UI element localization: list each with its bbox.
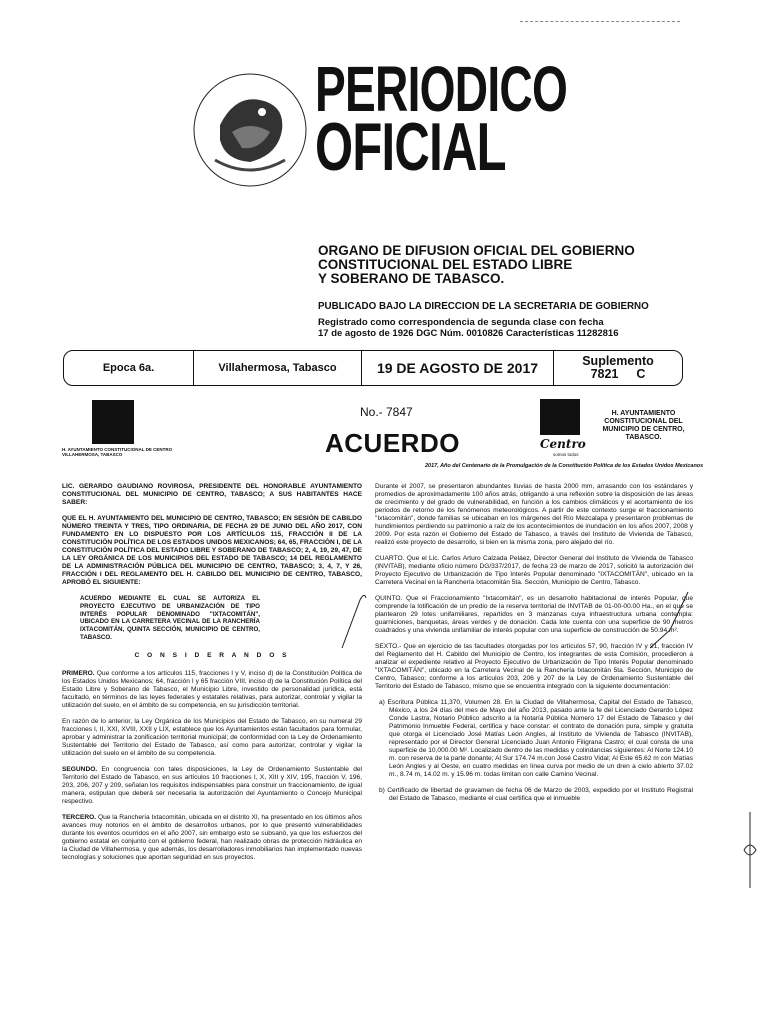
title-oficial: OFICIAL (315, 109, 506, 185)
item-b-paragraph: b) Certificado de libertad de gravamen de fecha 06 de Marzo de 2003, expedido por el Instituto Registral del Estado de Tabasco, mediante el cual certifica que el inmueble (379, 787, 693, 802)
segundo-label: SEGUNDO. (62, 765, 98, 773)
top-dashed-line (520, 21, 680, 22)
cuarto-paragraph: CUARTO. Que el Lic. Carlos Arturo Calzada Peláez, Director General del Instituto de Vivienda de Tabasco (INVITAB), mediante oficio número DG/337/2017, de fecha 23 de marzo de 2017, solicitó la autorización del Proyecto Ejecutivo de Urbanización de Tipo Interés Popular denominado "IXTACOMITÁN", ubicado en la Carretera Vecinal en la Ranchería Ixtacomitán 5ta. Sección, Municipio de Centro, Tabasco. (375, 555, 693, 586)
acuerdo-summary: ACUERDO MEDIANTE EL CUAL SE AUTORIZA EL PROYECTO EJECUTIVO DE URBANIZACIÓN DE TIPO INTERÉS POPULAR DENOMINADO "IXTACOMITÁN", UBICADO EN LA CARRETERA VECINAL DE LA RANCHERÍA IXTACOMITÁN, QUINTA SECCIÓN, MUNICIPIO DE CENTRO, TABASCO. (80, 595, 260, 641)
considerandos-heading: C O N S I D E R A N D O S (134, 651, 290, 659)
centro-logo-subtext: somos todos (553, 452, 579, 457)
centro-logo-text: Centro (540, 437, 586, 451)
suplemento-row (591, 368, 646, 381)
organo-line-3: Y SOBERANO DE TABASCO. (318, 271, 505, 286)
presidente-paragraph: LIC. GERARDO GAUDIANO ROVIROSA, PRESIDENTE DEL HONORABLE AYUNTAMIENTO CONSTITUCIONAL DEL MUNICIPIO DE CENTRO, TABASCO; A SUS HABITANTES HACE SABER: (62, 483, 362, 506)
tercero-text: Que la Ranchería Ixtacomitán, ubicada en el distrito XI, ha presentado en los últimos años avances muy notorios en el ámbito de desarrollos urbanos, por lo que presentó vulnerabilidades durante los eventos ocurridos en el año 2007, sin embargo esto se subsanó, ya que los esfuerzos del gobierno estatal en conjunto con el gobierno federal, han realizado obras de protección hidráulica en la Ciudad de Villahermosa, y que además, los desarrolladores inmobiliarios han implementado nuevas tecnologías y soluciones que aportan seguridad en sus proyectos. (62, 813, 362, 861)
suplemento-letra: C (636, 367, 646, 381)
publicado-block (318, 301, 649, 340)
segundo-text: En congruencia con tales disposiciones, la Ley de Ordenamiento Sustentable del Territorio del Estado de Tabasco, en sus artículos 10 fracciones I, X, XIII y XIV, 195, fracción V, 196, 203, 206, 207 y 209, señalan los requisitos indispensables para construir un fraccionamiento, de igual manera, estipulan que deberá ser necesaria la autorización del Ayuntamiento o Concejo Municipal respectivo. (62, 765, 362, 805)
primero-text: Que conforme a los artículos 115, fracciones I y V, inciso d) de la Constitución Política de los Estados Unidos Mexicanos; 64, fracción I y 65 fracción VIII, inciso d) de la Constitución Política del Estado Libre y Soberano de Tabasco, el Municipio Libre, investido de personalidad jurídica, está facultado, en términos de las leyes federales y estatales relativas, para autorizar, controlar y vigilar la utilización del suelo, en el ámbito de su competencia, en su jurisdicción territorial. (62, 669, 362, 709)
tercero-paragraph (62, 814, 362, 862)
organo-line-2: CONSTITUCIONAL DEL ESTADO LIBRE (318, 257, 573, 272)
document-number: No.- 7847 (360, 405, 413, 419)
acuerdo-title: ACUERDO (325, 428, 460, 458)
centenario-line: 2017, Año del Centenario de la Promulgación de la Constitución Política de los Estados Unidos Mexicanos (425, 463, 704, 469)
item-a-paragraph: a) Escritura Pública 11,370, Volumen 28. En la Ciudad de Villahermosa, Capital del Estado de Tabasco, México, a los 24 días del mes de Mayo del año 2013, pasado ante la fe del Licenciado Gerardo López Conde Lastra, Notario Público adscrito a la Notaría Pública Número 17 del Estado de Tabasco y del Patrimonio Inmueble Federal, certifica y hace constar: el contrato de donación pura, simple y gratuita que otorga el Licenciado José Matías León Angles, al Instituto de Vivienda de Tabasco (INVITAB), representado por el Director General Licenciado Juan Antonio Filigrana Castro; el cual consta de una superficie de 10,000.00 M². Localizado dentro de las medidas y colindancias siguientes: Al Norte 124.10 m. con reserva de la parte donante; Al Sur 174.74 m.con José Castro Vidal; Al Este 65.62 m con Matías León Angles y al Oeste, en cuatro medidas en línea curva por medio de un dren a cielo abierto 37.02 m., 8.74 m, 14.02 m. y 15.96 m. todas limitan con calle Camino Vecinal. (379, 699, 693, 778)
sexto-paragraph: SEXTO.- Que en ejercicio de las facultades otorgadas por los artículos 57, 90, fracción IV y 91, fracción IV del Reglamento del H. Cabildo del Municipio de Centro, los integrantes de esta Comisión, procedieron a analizar el expediente relativo al Proyecto Ejecutivo de Urbanización de Tipo Interés Popular denominado "IXTACOMITÁN", ubicado en la Carretera Vecinal de la Ranchería Ixtacomitán 5ta. Sección, Municipio de Centro, Tabasco; conforme a los artículos 203, 206 y 207 de la Ley de Ordenamiento Sustentable del Territorio del Estado de Tabasco, mismo que se encuentra integrado con la siguiente documentación: (375, 643, 693, 690)
organo-line-1: ORGANO DE DIFUSION OFICIAL DEL GOBIERNO (318, 243, 635, 258)
pub-line-2: Registrado como correspondencia de segunda clase con fecha (318, 316, 604, 328)
lluvias-paragraph: Durante el 2007, se presentaron abundantes lluvias de hasta 2000 mm, arrasando con los estándares y promedios de aproximadamente 100 años atrás, obligando a una reflexión sobre la disposición de las áreas de crecimiento y del grado de vulnerabilidad, en función a los cambios climáticos y el acortamiento de los periodos de retorno de los fenómenos meteorológicos. A partir de este contexto surge el fraccionamiento "Ixtacomitán", donde familias se ubicaban en los márgenes del Río Mezcalapa y presentaron problemas de hundimientos perdiendo su patrimonio a raíz de los acontecimientos de inundación en los años 2007, 2008 y 2009. Por esta razón el Gobierno del Estado de Tabasco, a través del Instituto de Vivienda de Tabasco, realizó este proyecto de desarrollo, si bien en la misma zona, pero alejado del río. (375, 483, 693, 546)
quinto-paragraph: QUINTO. Que el Fraccionamiento "Ixtacomitán", es un desarrollo habitacional de interés Popular, que comprende la lotificación de un predio de la reserva territorial de INVITAB de 01-00-00.00 Ha., en el que se plantearon 29 lotes unifamiliares, repartidos en 3 manzanas cuya infraestructura urbana contempla: guarniciones, banquetas, áreas verdes y de donación. Cada lote cuenta con una superficie de 90 metros cuadrados y una vivienda unifamiliar de interés popular con una superficie de construcción de 50.94 m². (375, 595, 693, 634)
cabildo-paragraph: QUE EL H. AYUNTAMIENTO DEL MUNICIPIO DE CENTRO, TABASCO; EN SESIÓN DE CABILDO NÚMERO TREINTA Y TRES, TIPO ORDINARIA, DE FECHA 29 DE JUNIO DEL AÑO 2017, CON FUNDAMENTO EN LO DISPUESTO POR LOS ARTÍCULOS 115, FRACCIÓN II DE LA CONSTITUCIÓN POLÍTICA DE LOS ESTADOS UNIDOS MEXICANOS; 64, 65, FRACCIÓN I, DE LA CONSTITUCIÓN POLÍTICA DEL ESTADO LIBRE Y SOBERANO DE TABASCO; 2, 4, 19, 29, 47, DE LA LEY ORGÁNICA DE LOS MUNICIPIOS DEL ESTADO DE TABASCO; 14 DEL REGLAMENTO DE LA ADMINISTRACIÓN PÚBLICA DEL MUNICIPIO DE CENTRO, TABASCO; 3, 4, 7, Y 26, FRACCIÓN I DEL REGLAMENTO DEL H. CABILDO DEL MUNICIPIO DE CENTRO, TABASCO, APROBÓ EL SIGUIENTE: (62, 515, 362, 586)
primero-label: PRIMERO. (62, 669, 95, 677)
pub-line-1: PUBLICADO BAJO LA DIRECCION DE LA SECRETARIA DE GOBIERNO (318, 301, 649, 312)
suplemento-numero: 7821 (590, 367, 619, 381)
centro-logo-block (540, 399, 580, 435)
left-column (62, 483, 362, 870)
tercero-label: TERCERO. (62, 813, 97, 821)
suplemento-label: Suplemento (582, 354, 654, 368)
pub-line-3: 17 de agosto de 1926 DGC Núm. 0010826 Características 11282816 (318, 328, 619, 339)
issue-info-bar (63, 350, 683, 386)
national-seal-icon (190, 70, 310, 190)
signature-mark-2 (640, 590, 690, 650)
left-logo-caption: H. AYUNTAMIENTO CONSTITUCIONAL DE CENTRO VILLAHERMOSA, TABASCO (62, 447, 173, 457)
signature-mark-3 (740, 810, 760, 890)
razon-paragraph: En razón de lo anterior, la Ley Orgánica de los Municipios del Estado de Tabasco, en su numeral 29 fracciones I, II, XXI, XVIII, XXII y LIX, establece que los Ayuntamientos están facultados para formular, aprobar y administrar la zonificación territorial municipal; de conformidad con la Ley de Ordenamiento Sustentable del Territorio del Estado de Tabasco, así como para autorizar, controlar y vigilar la utilización del suelo en el ámbito de su competencia. (62, 717, 362, 757)
epoca: Epoca 6a. (64, 351, 194, 385)
ayuntamiento-header: H. AYUNTAMIENTO CONSTITUCIONAL DEL MUNICIPIO DE CENTRO, TABASCO. (602, 410, 685, 441)
signature-mark-1 (340, 590, 370, 650)
title-periodico: PERIODICO (315, 53, 568, 125)
organo-difusion (318, 244, 635, 286)
lugar: Villahermosa, Tabasco (194, 351, 362, 385)
primero-paragraph (62, 670, 362, 710)
segundo-paragraph (62, 766, 362, 806)
suplemento (554, 351, 682, 385)
masthead-title (315, 53, 568, 185)
fecha: 19 DE AGOSTO DE 2017 (362, 351, 554, 385)
left-logo-block (92, 400, 134, 444)
